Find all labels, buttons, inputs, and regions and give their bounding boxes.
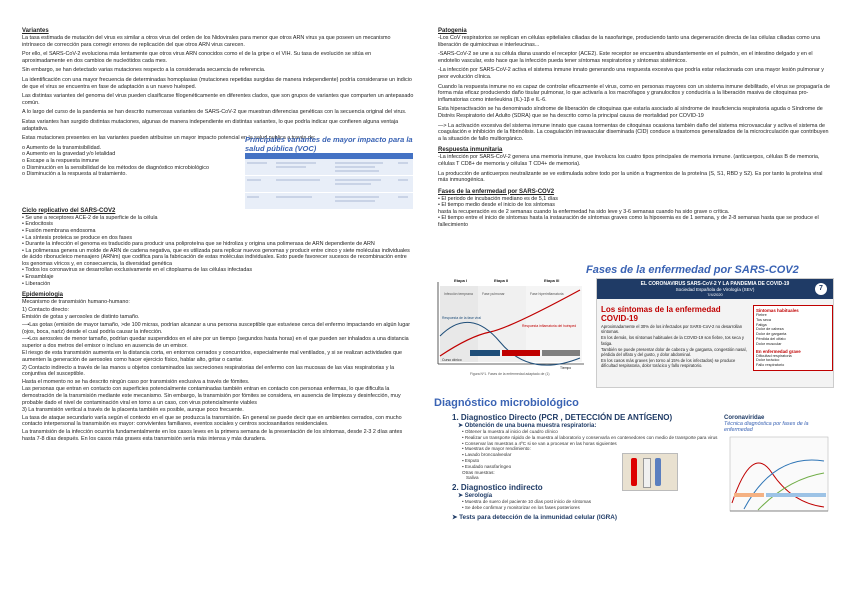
diagnostico-line: • Muestras de mayor rendimiento: — [462, 446, 531, 452]
paragraph: Emisión de gotas y aerosoles de distinto tamaño. — [22, 314, 140, 321]
poster-side-title: Síntomas habituales — [756, 308, 799, 313]
diagnostico-item2-lines — [462, 499, 722, 511]
diagnostico-line: ▪ Exudado nasofaríngeo — [462, 463, 512, 469]
fases-figure-title: Fases de la enfermedad por SARS-COV2 — [586, 264, 799, 276]
poster-side-item: Tos seca — [756, 317, 771, 322]
list-item: • El periodo de incubación mediano es de 5,1 días — [438, 195, 558, 202]
diagnostico-item2: 2. Diagnostico indirecto — [452, 483, 543, 493]
sev-poster — [596, 278, 834, 388]
poster-main — [601, 305, 749, 370]
paragraph: Las personas que entran en contacto con superficies potencialmente contaminadas también entran en contacto con personas enfermas, lo que dificulta la demostración de la transmisión mediante este mecanismo. Sin embargo, la transmisión por fómites se considera, en ausencia de limpieza y desinfección, muy probable dado el nivel de contaminación viral en torno a un caso, con virus potencialmente viables — [22, 386, 401, 406]
poster-side-item: Dolor de cabeza — [756, 327, 784, 332]
section-heading-patogenia: Patogenia — [438, 28, 467, 34]
list-item: • La polimerasa genera un molde de ARN de cadena negativa, que es utilizada para replicar nuevos genomas y producir entre cinco y siete moléculas individuales de ácido ribonucleico mensajero (ARNm) que codifica para la fabricación de estas moléculas individuales. Esto puede favorecer sucesos de recombinación entre los genomas víricos y, en consecuencia, la diversidad genética — [22, 247, 410, 267]
variantes-text — [22, 35, 414, 132]
diagnostico-line: • Obtener la muestra al inicio del cuadro clínico — [462, 429, 558, 434]
time-label: Tiempo — [560, 366, 572, 370]
diagnostico-item1-sub: ➤ Obtención de una buena muestra respiratoria: — [458, 423, 597, 429]
host-response-label: Respuesta inflamatoria del huésped — [522, 324, 577, 328]
list-item: • El tiempo entre el inicio de síntomas hasta la instauración de síntomas graves como la hipoxemia es de 1 semana, y de 2-8 semanas hasta que se produce el fallecimiento — [438, 215, 819, 229]
diagnostico-line: • Conservar las muestras a 4ºC si se van a procesar en las horas siguientes — [462, 440, 617, 446]
paragraph: Estas variantes han surgido distintas mutaciones, algunas de manera independiente en distintas variantes, lo que podría indicar que confieren alguna ventaja adaptativa. — [22, 118, 399, 132]
list-item: • Endocitosis — [22, 221, 53, 228]
list-item: • El tiempo medio desde el inicio de los síntomas — [438, 202, 555, 209]
diagnostico-line: • Se debe confirmar y monitorizar en los fases posteriores — [462, 504, 580, 510]
epidemiologia-text — [22, 299, 414, 442]
poster-side-item: Fallo respiratorio — [756, 363, 785, 368]
diagnostico-item3: ➤ Tests para detección de la inmunidad celular (IGRA) — [452, 513, 618, 521]
patogenia-text — [438, 35, 830, 142]
stage-1-label: Etapa I — [454, 278, 468, 283]
right-column — [438, 28, 830, 229]
diagnostico-line: ▪ Esputo — [462, 457, 480, 463]
poster-side-item: Dolor torácico — [756, 358, 780, 363]
poster-side-item: Dolor de garganta — [756, 332, 787, 337]
left-column — [22, 28, 414, 443]
paragraph: 2) Contacto indirecto a través de las manos u objetos contaminados las secreciones respiratorias del enfermo con las mucosas de las vías respiratorias y la conjuntiva del susceptible. — [22, 364, 395, 378]
poster-bullet: Aproximadamente el 30% de los infectados por SARS-CoV-2 no desarrollan síntomas. — [601, 324, 743, 335]
diagnostico-content — [452, 413, 722, 521]
paragraph: Mecanismo de transmisión humano-humano: — [22, 299, 130, 306]
poster-side-item: Fatiga — [756, 322, 767, 327]
paragraph: Las distintas variantes del genoma del virus pueden clasificarse filogenéticamente en diferentes clados, que son grupos de variantes que comparten un antepasado común. — [22, 93, 414, 106]
poster-bullet: En los demás, los síntomas habituales de la COVID-19 son fiebre, tos seca y fatiga. — [601, 335, 744, 346]
list-item: • La síntesis proteica se produce en dos fases — [22, 234, 133, 241]
section-heading-variantes: Variantes — [22, 28, 49, 34]
poster-side-title2: En enfermedad grave — [756, 348, 801, 354]
stage-1-sub: Infección temprana — [444, 292, 473, 296]
stage-2-sub: Fase pulmonar — [482, 292, 505, 296]
poster-title: Los síntomas de la enfermedad COVID-19 — [601, 305, 721, 323]
voc-table-figure — [245, 135, 415, 210]
course-label: Curso clínico — [442, 358, 462, 362]
paragraph: -SARS-CoV-2 se une a su célula diana usando el receptor (ACE2). Este receptor se encuentra abundantemente en el pulmón, en el intestino delgado y en el endotelio vascular, esto hace que la infección pueda tener síntomas respiratorios y síntomas sistémicos. — [438, 51, 813, 64]
fases-list — [438, 196, 830, 229]
diagnostico-line: • Realizar un transporte rápido de la muestra al laboratorio y conservarla en contenedores con medio de transporte para virus — [462, 434, 718, 440]
list-item: o Disminución en la sensibilidad de los métodos de diagnóstico microbiológico — [22, 164, 209, 171]
section-heading-fases: Fases de la enfermedad por SARS-COV2 — [438, 188, 555, 195]
paragraph: 1) Contacto directo: — [22, 306, 70, 313]
list-item: o Escape a la respuesta inmune — [22, 157, 100, 164]
list-item: o Aumento en la gravedad y/o letalidad — [22, 151, 116, 158]
paragraph: A lo largo del curso de la pandemia se han descrito numerosas variantes de SARS-CoV-2 que muestran diferencias genéticas con la secuencia original del virus. — [22, 109, 407, 116]
stage-3-sub: Fase hiperinflamatoria — [530, 292, 564, 296]
paragraph: El riesgo de esta transmisión aumenta en la distancia corta, en entornos cerrados y concurridos, especialmente mal ventilados, y si se realizan actividades que aumenten la generación de aerosoles como hacer ejercicio físico, hablar alto, gritar o cantar. — [22, 350, 402, 363]
poster-side-item: Pérdida del olfato — [756, 336, 786, 341]
phases-diagram — [430, 276, 588, 380]
effects-list — [22, 145, 252, 178]
list-item: • Durante la infección el genoma es traducido para producir una poliproteína que se hidroliza y origina una polimerasa de ARN dependiente de ARN — [22, 241, 375, 248]
poster-header-title: EL CORONAVIRUS SARS-CoV-2 Y LA PANDEMIA DE COVID-19 — [640, 281, 790, 287]
poster-bullet: En los casos más graves (en torno al 15% de los infectados) se produce dificultad respiratoria, dolor torácico y fallo respiratorio. — [601, 358, 736, 369]
diagnostico-slide — [430, 395, 834, 595]
paragraph: —•Las gotas (emisión de mayor tamaño, >de 100 micras, podrían alcanzar a una persona susceptible que estuviese cerca del enfermo impactando en algún lugar (ojos, boca, nariz) desde el cual podría causar la infección. — [22, 322, 410, 335]
diagnostico-item2-sub: ➤ Serología — [458, 493, 493, 500]
section-heading-ciclo: Ciclo replicativo del SARS-COV2 — [22, 207, 116, 214]
poster-side-item: Dificultad respiratoria — [756, 353, 792, 358]
list-item: • Se une a receptores ACE-2 de la superficie de la célula — [22, 214, 158, 221]
kinetics-subtitle: Técnica diagnóstica por fases de la enfermedad — [724, 421, 809, 433]
poster-header-society: Sociedad Española de Virología (SEV) — [675, 287, 755, 292]
poster-side-item: Fiebre — [756, 313, 767, 317]
respuesta-text — [438, 154, 830, 183]
voc-table-title: Principales variantes de mayor impacto para la salud pública (VOC) — [245, 134, 413, 153]
poster-bullets — [601, 324, 749, 369]
paragraph: Esta hiperactivación se ha denominado síndrome de liberación de citoquinas que estaría asociado al síndrome de insuficiencia respiratoria aguda o Síndrome de Distrés Respiratorio del Adulto (SDRA) que se ha descrito como la principal causa de mortalidad por COVID-19 — [438, 106, 823, 119]
paragraph: Hasta el momento no se ha descrito ningún caso por transmisión exclusiva a través de fómites. — [22, 378, 250, 385]
paragraph: -La infección por SARS-CoV-2 activa el sistema inmune innato generando una respuesta excesiva que podría estar relacionada con una mayor lesión pulmonar y peor evolución clínica. — [438, 67, 824, 80]
list-item: o Aumento de la transmisibilidad. — [22, 144, 102, 151]
figure1-caption: Figura Nº1. Fases de la enfermedad adaptado de (1) — [470, 372, 550, 376]
diagnostico-other: Otras muestras: — [462, 469, 495, 475]
diagnostico-saliva: Saliva — [466, 475, 479, 481]
voc-table — [245, 153, 413, 210]
poster-side-items — [756, 313, 830, 347]
paragraph: La transmisión de la infección ocurriría fundamentalmente en los casos leves en la primera semana de la presentación de los síntomas, desde 2-3 2 días antes hasta 7-8 días después. En los casos más graves esta transmisión sería más intensa y más duradera. — [22, 428, 403, 442]
paragraph: La producción de anticuerpos neutralizante se ve estimulada sobre todo por la unión a fragmentos de la proteína (S, S1, RBD y S2). Es por tanto la proteína viral más inmunogénica. — [438, 170, 823, 184]
paragraph: -La infección por SARS-CoV-2 genera una memoria inmune, que involucra los cuatro tipos principales de memoria inmune. (anticuerpos, células B de memoria, células T CD8+ de memoria y células T CD4+ de memoria). — [438, 154, 820, 167]
paragraph: 3) La transmisión vertical a través de la placenta también es posible, aunque poco frecuente. — [22, 407, 244, 414]
poster-side-items2 — [756, 354, 830, 368]
section-heading-epidemiologia: Epidemiologia — [22, 292, 64, 299]
poster-number: 7 — [815, 283, 827, 295]
list-item: • Liberación — [22, 280, 51, 287]
viral-response-label: Respuesta de la fase viral — [442, 316, 482, 320]
list-item: hasta la recuperación es de 2 semanas cuando la enfermedad ha sido leve y 3-6 semanas cuando ha sido grave o crítica. — [438, 208, 730, 215]
paragraph: -Los CoV respiratorios se replican en células epiteliales ciliadas de la nasofaringe, produciendo tanto una degeneración directa de las células ciliadas como una liberación de quimiocinas e interleucinas... — [438, 35, 821, 48]
paragraph: Cuando la respuesta inmune no es capaz de controlar eficazmente el virus, como en personas mayores con un sistema inmune debilitado, el virus se propagaría de forma más eficaz produciendo daño tisular pulmonar, lo que activaría a los macrófagos y granulocitos y conduciría a la liberación masiva de citoquinas pro-inflamatorias como interleukina (IL)-1β e IL-6. — [438, 83, 830, 103]
diagnostico-title: Diagnóstico microbiológico — [434, 397, 579, 409]
list-item: • Ensamblaje — [22, 274, 54, 281]
stage-2-label: Etapa II — [494, 278, 509, 283]
poster-side — [753, 305, 833, 371]
list-item: • Fusión membrana endosoma — [22, 227, 96, 234]
effects-intro: Estas mutaciones presentes en las variantes pueden atribuirse un mayor impacto potencial en la salud publica a través de: — [22, 135, 316, 142]
ciclo-list — [22, 215, 414, 288]
poster-bullet: También se puede presentar dolor de cabeza y de garganta, congestión nasal, pérdida del olfato y del gusto, y dolor abdominal. — [601, 346, 747, 358]
list-item: o Disminución a la respuesta al tratamiento. — [22, 171, 127, 178]
stage-3-label: Etapa III — [544, 278, 560, 283]
section-heading-respuesta: Respuesta inmunitaria — [438, 147, 503, 154]
poster-header — [597, 279, 833, 299]
diagnostico-line: • Muestra de suero del paciente 10 días post inicio de síntomas — [462, 499, 592, 505]
poster-header-date: 7/4/2020 — [707, 292, 723, 297]
paragraph: La tasa de ataque secundario varía según el contexto en el que se produzca la transmisión. En general se puede decir que en ambientes cerrados, con mucho contacto interpersonal la transmisión es mayor: convivientes familiares, eventos sociales y centros sociosanitarios residenciales. — [22, 414, 402, 428]
paragraph: —•Los aerosoles de menor tamaño, podrían quedar suspendidos en el aire por un tiempo (segundos hasta horas) en el que pueden ser inhalados a una distancia superior a dos metros del emisor o incluso en ausencia de un emisor. — [22, 336, 409, 349]
kinetics-title: Coronavirídae — [724, 415, 765, 421]
swab-tubes-image — [622, 453, 678, 491]
list-item: • Todos los coronavirus se desarrollan exclusivamente en el citoplasma de las células infectadas — [22, 267, 253, 274]
paragraph: —> La activación excesiva del sistema inmune innato que causa tormentas de citoquinas ocasiona también daño del sistema microvascular y activa el sistema de coagulación e inhibición de la fibrinólisis. La coagulación intravascular diseminada (CID) conduce a trastornos generalizados de la microcirculación que contribuyen a la situación de fallo multiorgánico. — [438, 122, 829, 142]
diagnostico-item1: 1. Diagnostico Directo (PCR , DETECCIÓN DE ANTÍGENO) — [452, 413, 673, 422]
kinetics-plot — [724, 433, 832, 519]
paragraph: La tasa estimada de mutación del virus es similar a otros virus del orden de los Nidovirales para menor que otros ARN virus ya que poseen un mecanismo intrínseco de corrección para corregir errores de replicación del que otros ARN virus carecen. — [22, 35, 391, 48]
paragraph: Sin embargo, se han detectado varias mutaciones respecto a la considerada secuencia de referencia. — [22, 67, 266, 74]
paragraph: Por ello, el SARS-CoV-2 evoluciona más lentamente que otros virus ARN conocidos como el de la gripe o el VIH. Su tasa de evolución se sitúa en aproximadamente en dos cambios de nucleótidos cada mes. — [22, 51, 372, 64]
diagnostico-line: ▪ Lavado broncoalveolar — [462, 452, 512, 458]
poster-side-item: Dolor muscular — [756, 341, 782, 346]
kinetics-figure — [724, 415, 832, 525]
paragraph: La identificación con una mayor frecuencia de determinadas homoplasias (mutaciones repetidas surgidas de manera independiente) podría considerarse un indicio de que el virus se encuentra en fase de adaptación a un nuevo huésped. — [22, 76, 412, 90]
diagnostico-item1-lines — [462, 429, 722, 470]
